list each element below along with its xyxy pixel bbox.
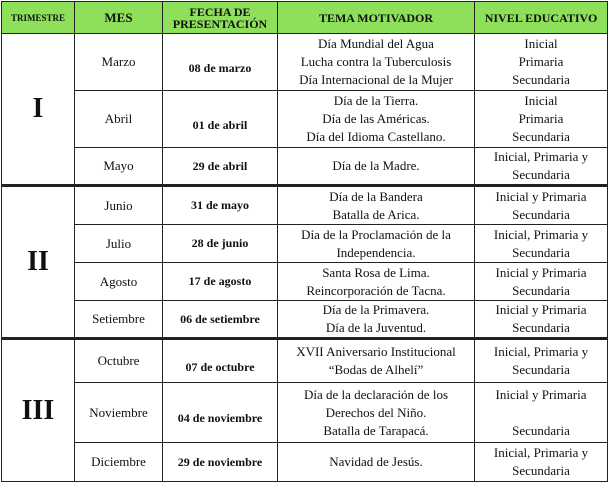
table-row: [2, 263, 608, 301]
date-cell: 29 de noviembre: [163, 443, 278, 482]
table-row: [2, 383, 608, 443]
theme-line: Día de la Proclamación de la: [301, 226, 451, 242]
month-cell: Marzo: [75, 34, 163, 91]
date-cell: 28 de junio: [163, 225, 278, 263]
theme-line: “Bodas de Alhelí”: [328, 362, 424, 377]
month-cell: Setiembre: [75, 301, 163, 339]
theme-line: Independencia.: [336, 244, 416, 260]
level-line: Inicial, Primaria y: [493, 344, 589, 359]
trimester-cell: III: [2, 339, 75, 482]
month-cell: Junio: [75, 186, 163, 225]
header-fecha-line-1: FECHA DE: [189, 4, 251, 19]
theme-line: XVII Aniversario Institucional: [296, 344, 456, 359]
table-row: [2, 34, 608, 91]
month-cell: Noviembre: [75, 383, 163, 443]
level-line: Inicial y Primaria: [495, 188, 587, 204]
theme-line: Día de la Tierra.: [333, 93, 419, 108]
header-nivel: NIVEL EDUCATIVO: [475, 2, 608, 34]
theme-line: Día de la Primavera.: [322, 302, 430, 317]
level-cell: [475, 443, 608, 482]
theme-cell: [278, 148, 475, 186]
date-cell: 29 de abril: [163, 148, 278, 186]
date-cell: 17 de agosto: [163, 263, 278, 301]
level-line: Primaria: [518, 111, 564, 126]
month-cell: Octubre: [75, 339, 163, 383]
level-line: Inicial y Primaria: [495, 386, 587, 402]
trimester-cell: II: [2, 186, 75, 339]
date-cell: 08 de marzo: [163, 34, 278, 91]
theme-line: Reincorporación de Tacna.: [306, 282, 446, 298]
month-cell: Agosto: [75, 263, 163, 301]
date-cell: 31 de mayo: [163, 186, 278, 225]
level-cell: [475, 148, 608, 186]
month-cell: Mayo: [75, 148, 163, 186]
header-row: [2, 2, 608, 34]
level-line: Inicial: [524, 36, 558, 51]
theme-cell: [278, 186, 475, 225]
level-gap: [477, 404, 605, 422]
theme-line: Batalla de Tarapacá.: [323, 422, 429, 438]
theme-cell: [278, 339, 475, 383]
level-line: Secundaria: [512, 282, 570, 298]
table-row: [2, 443, 608, 482]
theme-line: Día Mundial del Agua: [318, 36, 434, 51]
theme-line: Día de la declaración de los: [303, 386, 448, 402]
theme-cell: [278, 91, 475, 148]
theme-cell: [278, 225, 475, 263]
date-cell: 04 de noviembre: [163, 383, 278, 443]
month-cell: Abril: [75, 91, 163, 148]
level-line: Secundaria: [512, 167, 570, 182]
theme-line: Día del Idioma Castellano.: [306, 129, 446, 144]
table-row: [2, 148, 608, 186]
level-line: Inicial, Primaria y: [493, 226, 589, 242]
schedule-table: [1, 1, 608, 482]
level-line: Secundaria: [512, 72, 570, 87]
table-row: [2, 91, 608, 148]
date-cell: 01 de abril: [163, 91, 278, 148]
level-cell: [475, 91, 608, 148]
theme-line: Lucha contra la Tuberculosis: [300, 54, 452, 69]
theme-cell: [278, 263, 475, 301]
level-cell: [475, 339, 608, 383]
level-line: Inicial: [524, 93, 558, 108]
theme-line: Navidad de Jesús.: [329, 454, 423, 469]
header-mes: MES: [75, 2, 163, 34]
theme-line: Santa Rosa de Lima.: [322, 264, 430, 280]
theme-cell: [278, 301, 475, 339]
level-cell: [475, 263, 608, 301]
level-cell: [475, 225, 608, 263]
date-cell: 06 de setiembre: [163, 301, 278, 339]
date-cell: 07 de octubre: [163, 339, 278, 383]
level-line: Secundaria: [512, 422, 570, 438]
level-cell: [475, 34, 608, 91]
level-line: Secundaria: [512, 320, 570, 335]
level-line: Secundaria: [512, 244, 570, 260]
header-fecha: [163, 2, 278, 34]
level-line: Inicial, Primaria y: [493, 149, 589, 164]
month-cell: Diciembre: [75, 443, 163, 482]
theme-cell: [278, 443, 475, 482]
level-line: Inicial, Primaria y: [493, 445, 589, 460]
level-line: Primaria: [518, 54, 564, 69]
header-tema: TEMA MOTIVADOR: [278, 2, 475, 34]
level-line: Inicial y Primaria: [495, 264, 587, 280]
table-row: [2, 186, 608, 225]
theme-cell: [278, 383, 475, 443]
month-cell: Julio: [75, 225, 163, 263]
theme-line: Derechos del Niño.: [325, 404, 427, 420]
level-cell: [475, 186, 608, 225]
theme-line: Día de la Bandera: [329, 188, 423, 204]
level-line: Inicial y Primaria: [495, 302, 587, 317]
level-line: Secundaria: [512, 206, 570, 222]
theme-line: Día de las Américas.: [322, 111, 430, 126]
level-line: Secundaria: [512, 129, 570, 144]
level-line: Secundaria: [512, 362, 570, 377]
table-row: [2, 301, 608, 339]
theme-cell: [278, 34, 475, 91]
theme-line: Batalla de Arica.: [332, 206, 420, 222]
level-cell: [475, 383, 608, 443]
theme-line: Día Internacional de la Mujer: [299, 72, 453, 87]
header-trimestre: TRIMESTRE: [2, 2, 75, 34]
theme-line: Día de la Juventud.: [325, 320, 427, 335]
table-row: [2, 225, 608, 263]
trimester-cell: I: [2, 34, 75, 186]
table-row: [2, 339, 608, 383]
theme-line: Día de la Madre.: [332, 158, 420, 173]
header-fecha-line-2: PRESENTACIÓN: [172, 16, 268, 31]
level-line: Secundaria: [512, 463, 570, 478]
level-cell: [475, 301, 608, 339]
